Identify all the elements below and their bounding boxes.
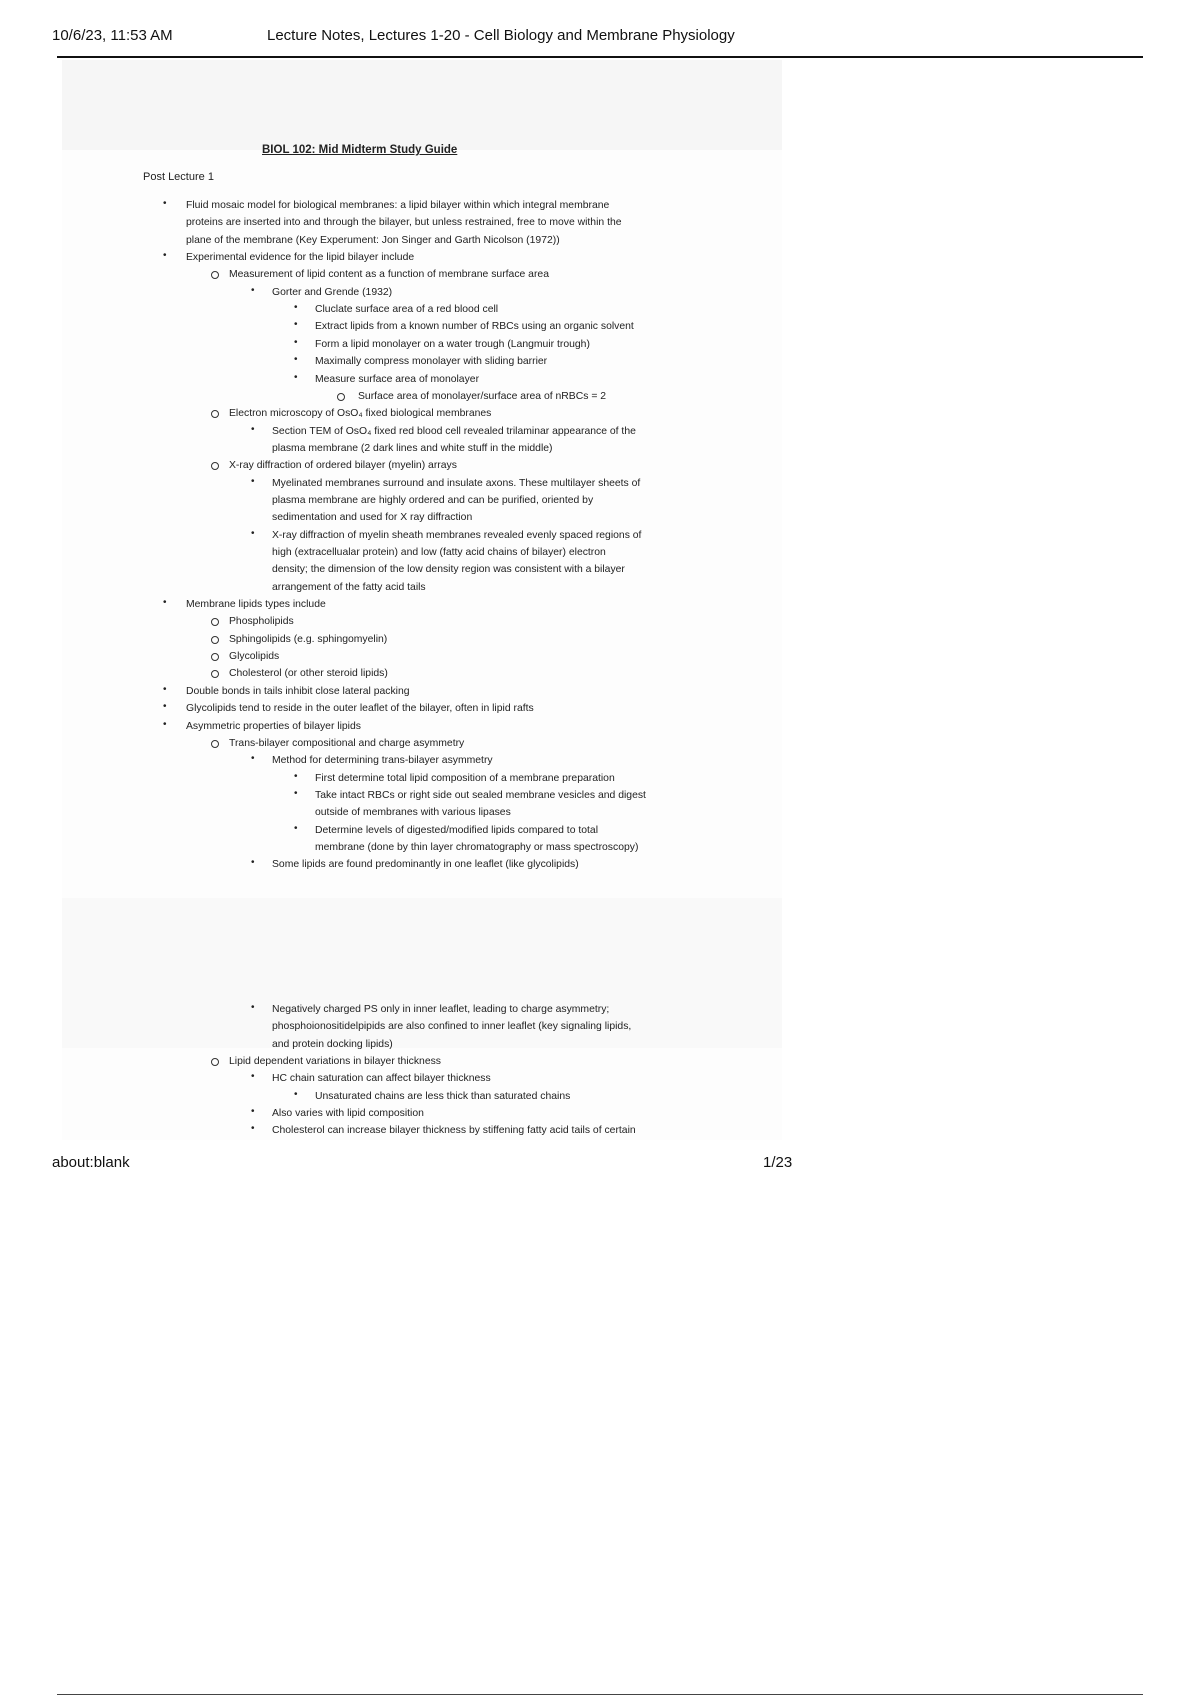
hollow-bullet-icon — [211, 636, 219, 644]
bullet-icon: • — [251, 1123, 255, 1135]
outline-line: Double bonds in tails inhibit close lateral packing — [186, 685, 410, 697]
outline-line: and protein docking lipids) — [272, 1038, 393, 1050]
outline-line: Cluclate surface area of a red blood cell — [315, 304, 499, 316]
hollow-bullet-icon — [337, 393, 345, 401]
header-title: Lecture Notes, Lectures 1-20 - Cell Biology and Membrane Physiology — [267, 27, 735, 44]
outline-line: outside of membranes with various lipases — [315, 807, 511, 819]
outline-line: proteins are inserted into and through the bilayer, but unless restrained, free to move within the — [186, 217, 622, 229]
bullet-icon: • — [294, 354, 298, 366]
outline-line: Form a lipid monolayer on a water trough (Langmuir trough) — [315, 338, 590, 350]
bullet-icon: • — [294, 822, 298, 834]
outline-line: Cholesterol (or other steroid lipids) — [229, 668, 388, 680]
outline-line: X-ray diffraction of myelin sheath membranes revealed evenly spaced regions of — [272, 529, 642, 541]
bullet-icon: • — [163, 701, 167, 713]
header-rule — [57, 56, 1143, 58]
outline-line: plasma membrane are highly ordered and can be purified, oriented by — [272, 494, 594, 506]
outline-line: Determine levels of digested/modified lipids compared to total — [315, 824, 599, 836]
bullet-icon: • — [163, 198, 167, 209]
sheet-shade — [62, 60, 782, 150]
outline-line: Experimental evidence for the lipid bilayer include — [186, 252, 415, 264]
outline-line: membrane (done by thin layer chromatography or mass spectroscopy) — [315, 841, 639, 853]
bullet-icon: • — [163, 597, 167, 609]
bullet-icon: • — [294, 371, 298, 383]
outline-line: Electron microscopy of OsO₄ fixed biological membranes — [229, 408, 492, 420]
bullet-icon: • — [251, 753, 255, 765]
outline-line: X-ray diffraction of ordered bilayer (myelin) arrays — [229, 460, 457, 472]
outline-line: Measure surface area of monolayer — [315, 373, 480, 385]
outline-line: Sphingolipids (e.g. sphingomyelin) — [229, 633, 388, 645]
outline-line: Myelinated membranes surround and insulate axons. These multilayer sheets of — [272, 477, 641, 489]
bullet-icon: • — [294, 302, 298, 314]
bullet-icon: • — [251, 423, 255, 435]
outline-line: phosphoionositidelpipids are also confined to inner leaflet (key signaling lipids, — [272, 1021, 632, 1033]
bullet-icon: • — [163, 718, 167, 730]
outline-line: sedimentation and used for X ray diffraction — [272, 512, 473, 524]
bullet-icon: • — [294, 336, 298, 348]
bullet-icon: • — [251, 475, 255, 487]
outline-line: Membrane lipids types include — [186, 599, 326, 611]
outline-line: high (extracellualar protein) and low (fatty acid chains of bilayer) electron — [272, 547, 606, 558]
outline-line: Some lipids are found predominantly in one leaflet (like glycolipids) — [272, 859, 579, 871]
outline-line: Extract lipids from a known number of RBCs using an organic solvent — [315, 321, 634, 333]
footer-page-indicator: 1/23 — [763, 1154, 793, 1171]
outline-line: plane of the membrane (Key Experument: Jon Singer and Garth Nicolson (1972)) — [186, 234, 560, 246]
bullet-icon: • — [251, 1106, 255, 1118]
bottom-rule — [57, 1694, 1143, 1695]
hollow-bullet-icon — [211, 1058, 219, 1066]
outline-line: Glycolipids — [229, 651, 280, 663]
bullet-icon: • — [294, 770, 298, 782]
bullet-icon: • — [251, 857, 255, 869]
bullet-icon: • — [251, 1002, 255, 1013]
outline-line: density; the dimension of the low density region was consistent with a bilayer — [272, 564, 625, 576]
outline-line: Maximally compress monolayer with sliding barrier — [315, 356, 548, 368]
outline-line: Negatively charged PS only in inner leaflet, leading to charge asymmetry; — [272, 1004, 610, 1015]
footer-url: about:blank — [52, 1154, 130, 1171]
outline-line: First determine total lipid composition of a membrane preparation — [315, 772, 615, 784]
section-label: Post Lecture 1 — [143, 171, 214, 183]
outline-line: Cholesterol can increase bilayer thickness by stiffening fatty acid tails of certain — [272, 1125, 636, 1137]
header-date: 10/6/23, 11:53 AM — [52, 27, 173, 44]
outline-line: Glycolipids tend to reside in the outer leaflet of the bilayer, often in lipid rafts — [186, 703, 534, 715]
outline-line: HC chain saturation can affect bilayer thickness — [272, 1073, 491, 1085]
bullet-icon: • — [294, 787, 298, 799]
bullet-icon: • — [294, 1088, 298, 1100]
outline-line: arrangement of the fatty acid tails — [272, 581, 426, 593]
outline-line: Gorter and Grende (1932) — [272, 286, 393, 298]
outline-line: plasma membrane (2 dark lines and white stuff in the middle) — [272, 442, 553, 454]
bullet-icon: • — [251, 284, 255, 296]
bullet-icon: • — [251, 1071, 255, 1083]
outline-line: Section TEM of OsO₄ fixed red blood cell revealed trilaminar appearance of the — [272, 425, 636, 437]
outline-line: Surface area of monolayer/surface area of nRBCs = 2 — [358, 390, 607, 402]
bullet-icon: • — [251, 527, 255, 539]
bullet-icon: • — [163, 250, 167, 262]
outline-line: Also varies with lipid composition — [272, 1108, 424, 1120]
bullet-icon: • — [294, 319, 298, 331]
outline-line: Take intact RBCs or right side out sealed membrane vesicles and digest — [315, 789, 646, 801]
outline-line: Phospholipids — [229, 616, 294, 628]
outline-line: Fluid mosaic model for biological membranes: a lipid bilayer within which integral membrane — [186, 200, 610, 211]
outline-line: Unsaturated chains are less thick than saturated chains — [315, 1090, 571, 1102]
outline-line: Lipid dependent variations in bilayer thickness — [229, 1056, 441, 1068]
document-title: BIOL 102: Mid Midterm Study Guide — [262, 144, 458, 156]
outline-line: Trans-bilayer compositional and charge asymmetry — [229, 737, 465, 749]
outline-line: Measurement of lipid content as a function of membrane surface area — [229, 269, 549, 281]
bullet-icon: • — [163, 683, 167, 695]
outline-line: Method for determining trans-bilayer asymmetry — [272, 755, 493, 767]
outline-line: Asymmetric properties of bilayer lipids — [186, 720, 361, 732]
hollow-bullet-icon — [211, 740, 219, 748]
